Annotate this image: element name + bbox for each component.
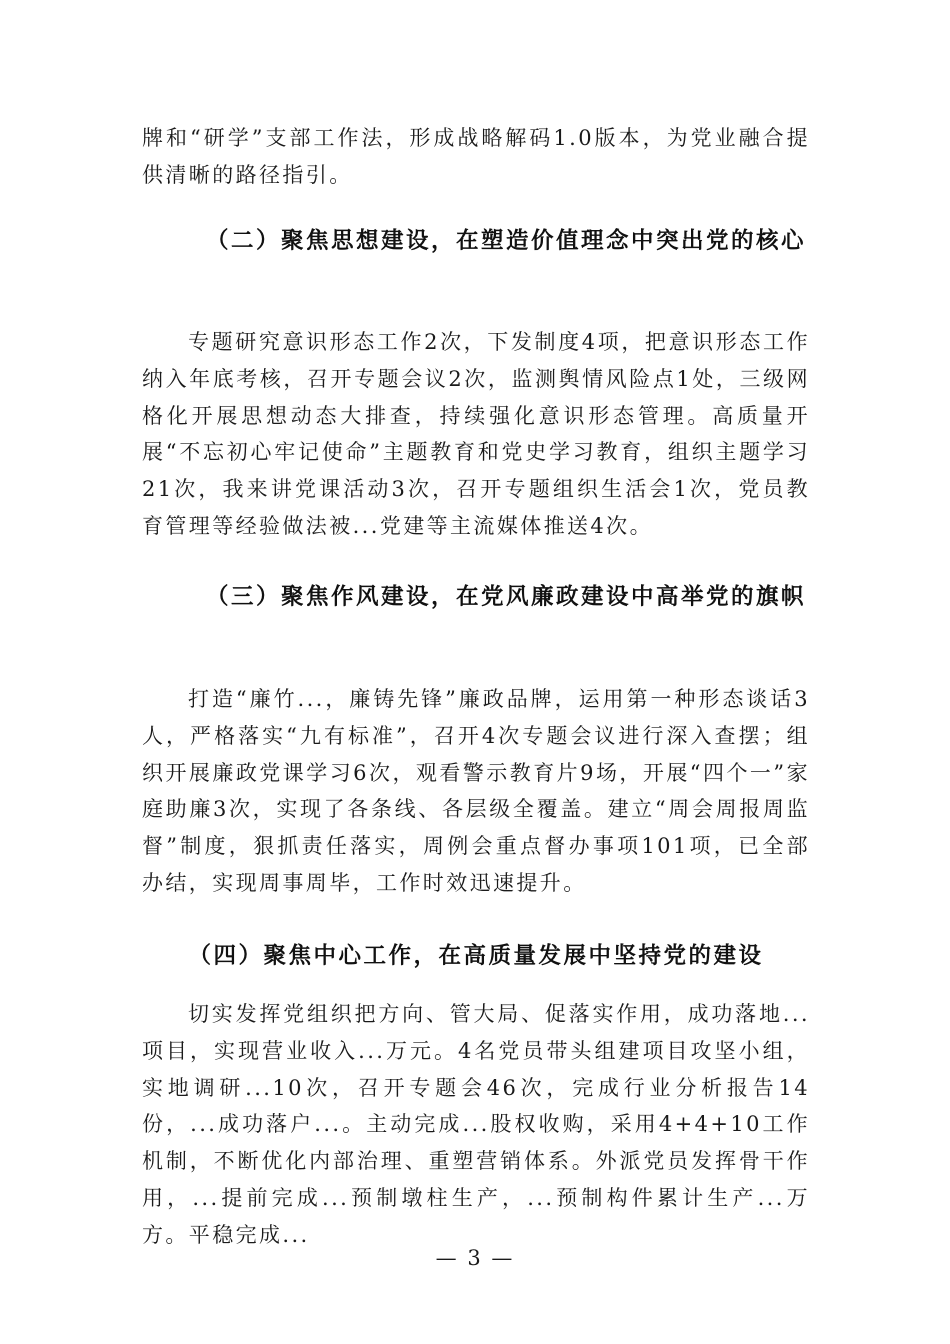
section-body-3: 打造“廉竹...，廉铸先锋”廉政品牌，运用第一种形态谈话3人，严格落实“九有标准”，召开4次专题会议进行深入查摆；组织开展廉政党课学习6次，观看警示教育片9场，开展“四个一”家庭助廉3次，实现了各条线、各层级全覆盖。建立“周会周报周监督”制度，狠抓责任落实，周例会重点督办事项101项，已全部办结，实现周事周毕，工作时效迅速提升。 [142, 687, 810, 895]
page-number: — 3 — [435, 1246, 515, 1270]
section-body-2: 专题研究意识形态工作2次，下发制度4项，把意识形态工作纳入年底考核，召开专题会议2次，监测舆情风险点1处，三级网格化开展思想动态大排查，持续强化意识形态管理。高质量开展“不忘初心牢记使命”主题教育和党史学习教育，组织主题学习21次，我来讲党课活动3次，召开专题组织生活会1次，党员教育管理等经验做法被...党建等主流媒体推送4次。 [142, 330, 810, 538]
section-heading-4: （四）聚焦中心工作，在高质量发展中坚持党的建设 [188, 943, 764, 969]
section-heading-2: （二）聚焦思想建设，在塑造价值理念中突出党的核心 [206, 228, 807, 254]
section-body-4: 切实发挥党组织把方向、管大局、促落实作用，成功落地...项目，实现营业收入...万元。4名党员带头组建项目攻坚小组，实地调研...10次，召开专题会46次，完成行业分析报告14份，...成功落户...。主动完成...股权收购，采用4+4+10工作机制，不断优化内部治理、重塑营销体系。外派党员发挥骨干作用，...提前完成...预制墩柱生产，...预制构件累计生产...万方。平稳完成... [142, 1002, 810, 1247]
section-heading-3: （三）聚焦作风建设，在党风廉政建设中高举党的旗帜 [206, 584, 807, 610]
intro-paragraph: 牌和“研学”支部工作法，形成战略解码1.0版本，为党业融合提供清晰的路径指引。 [142, 126, 810, 187]
